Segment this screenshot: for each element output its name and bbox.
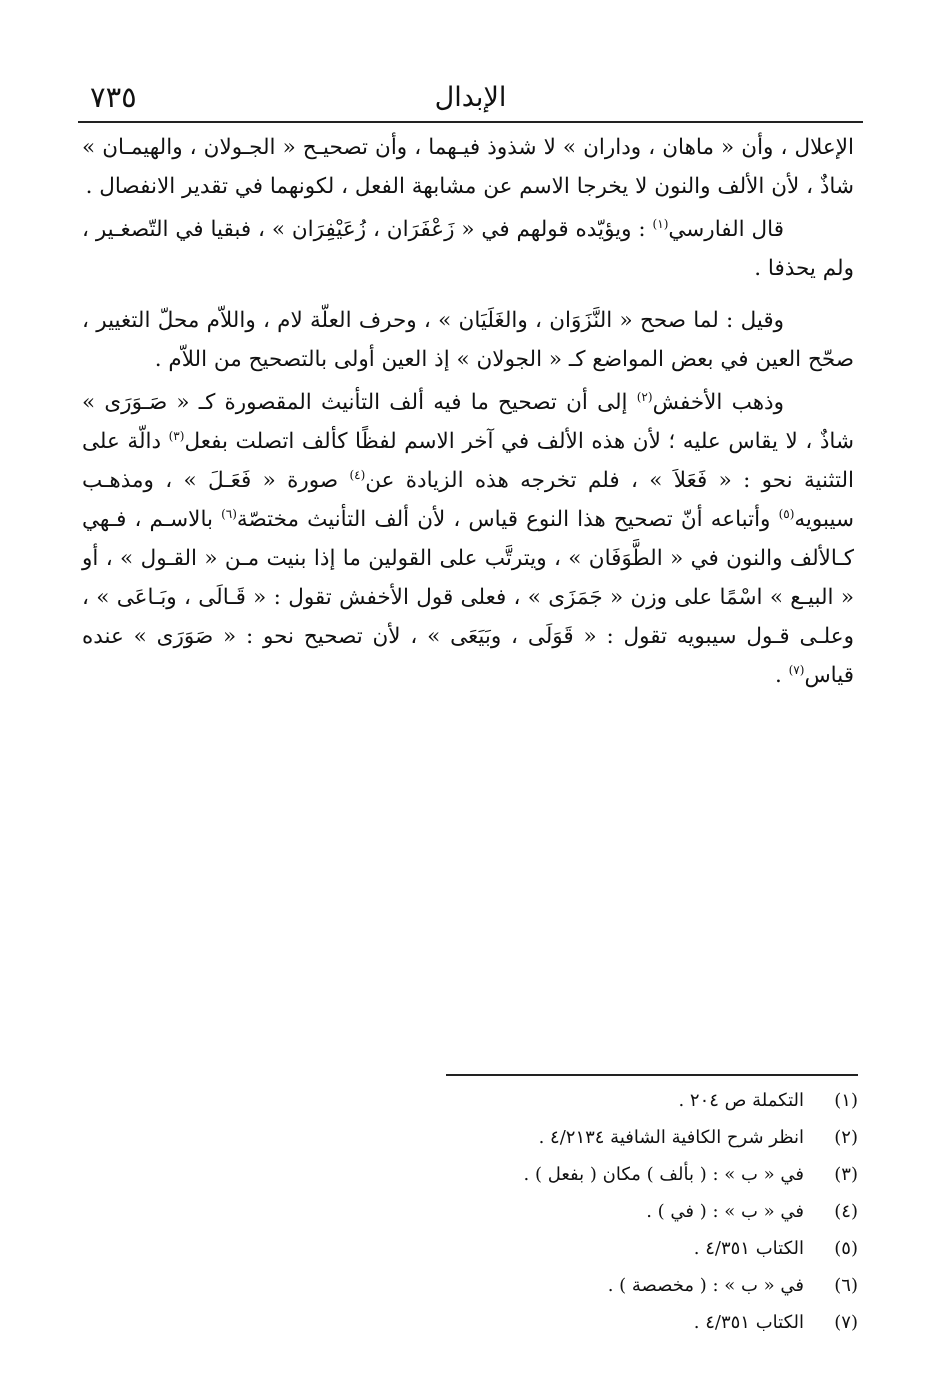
paragraph-4-text-c: دالّة على التثنية نحو : « فَعَلاَ » ، فلم تخرجه هذه الزيادة عن (82, 429, 854, 493)
footnote-ref-5: (٥) (778, 506, 795, 521)
paragraph-4-text-f: بالاسـم ، فـهي كـالألف والنون في « الطَّوَفَان » ، ويترتَّب على القولين ما إذا بنيت مـن « القـول » ، أو « البيـع » اسْمًا على وزن « جَمَزَى » ، فعلى قول الأخفش تقول : « قَـالَى ، وبَـاعَى » ، وعلـى قـول سيبويه تقول : « قَوَلَى ، وبَيَعَى » ، لأن تصحيح نحو : « صَوَرَى » عنده قياس (82, 507, 854, 688)
footnote (440, 1119, 858, 1156)
footnote-number: (١) (834, 1090, 858, 1111)
footnote-ref-3: (٣) (168, 428, 185, 443)
footnote (440, 1193, 858, 1230)
footnote-text: الكتاب ٤/٣٥١ . (693, 1312, 804, 1333)
paragraph-4 (82, 383, 854, 695)
footnote-ref-4: (٤) (349, 467, 366, 482)
footnote-number: (٦) (834, 1275, 858, 1296)
footnote-text: انظر شرح الكافية الشافية ٤/٢١٣٤ . (538, 1127, 804, 1148)
footnote (440, 1304, 858, 1341)
page-header (78, 80, 863, 118)
footnote-text: في « ب » : ( في ) . (646, 1201, 804, 1222)
paragraph-1: الإعلال ، وأن « ماهان ، وداران » لا شذوذ فيـهما ، وأن تصحيـح « الجـولان ، والهيمـان » شاذٌ ، لأن الألف والنون لا يخرجا الاسم عن مشابهة الفعل ، لكونهما في تقدير الانفصال . (82, 135, 854, 199)
footnote (440, 1156, 858, 1193)
footnote-text: التكملة ص ٢٠٤ . (678, 1090, 804, 1111)
footnotes (440, 1082, 858, 1341)
footnote-text: في « ب » : ( بألف ) مكان ( بفعل ) . (523, 1164, 804, 1185)
footnote-number: (٢) (834, 1127, 858, 1148)
footnote-number: (٥) (834, 1238, 858, 1259)
paragraph-4-text-b: إلى أن تصحيح ما فيه ألف التأنيث المقصورة كـ « صَـوَرَى » شاذٌ ، لا يقاس عليه ؛ لأن هذه الألف في آخر الاسم لفظًا كألف اتصلت بفعل (82, 390, 854, 454)
footnote (440, 1082, 858, 1119)
footnote-ref-2: (٢) (636, 389, 653, 404)
running-title: الإبدال (434, 82, 507, 113)
paragraph-2 (82, 210, 854, 288)
footnote-ref-1: (١) (652, 216, 669, 231)
footnote-text: الكتاب ٤/٣٥١ . (693, 1238, 804, 1259)
paragraph-2-text-b: : ويؤيّده قولهم في « زَعْفَرَان ، زُعَيْفِرَان » ، فبقيا في التّصغـير ، ولم يحذفا . (82, 217, 854, 281)
paragraph-4-text-d: صورة « فَعَـلَ » ، ومذهـب سيبويه (82, 468, 854, 532)
footnote (440, 1230, 858, 1267)
paragraph-4-text-e: وأتباعه أنّ تصحيح هذا النوع قياس ، لأن ألف التأنيث مختصّة (236, 507, 779, 532)
page-number: ٧٣٥ (90, 80, 137, 114)
footnote-rule (446, 1074, 858, 1076)
paragraph-4-text-a: وذهب الأخفش (652, 390, 784, 415)
header-rule (78, 121, 863, 123)
footnote-ref-7: (٧) (788, 662, 805, 677)
paragraph-2-text-a: قال الفارسي (668, 217, 784, 242)
paragraph-3: وقيل : لما صحح « النَّزَوَان ، والغَلَيَان » ، وحرف العلّة لام ، واللاّم محلّ التغيير ، صحّح العين في بعض المواضع كـ « الجولان » إذ العين أولى بالتصحيح من اللاّم . (82, 308, 854, 372)
footnote-ref-6: (٦) (221, 506, 237, 521)
paragraph-4-text-g: . (774, 663, 789, 688)
main-text (82, 128, 854, 695)
footnote-number: (٧) (834, 1312, 858, 1333)
footnote-text: في « ب » : ( مخصصة ) . (607, 1275, 804, 1296)
footnote (440, 1267, 858, 1304)
footnote-number: (٣) (834, 1164, 858, 1185)
footnote-number: (٤) (834, 1201, 858, 1222)
